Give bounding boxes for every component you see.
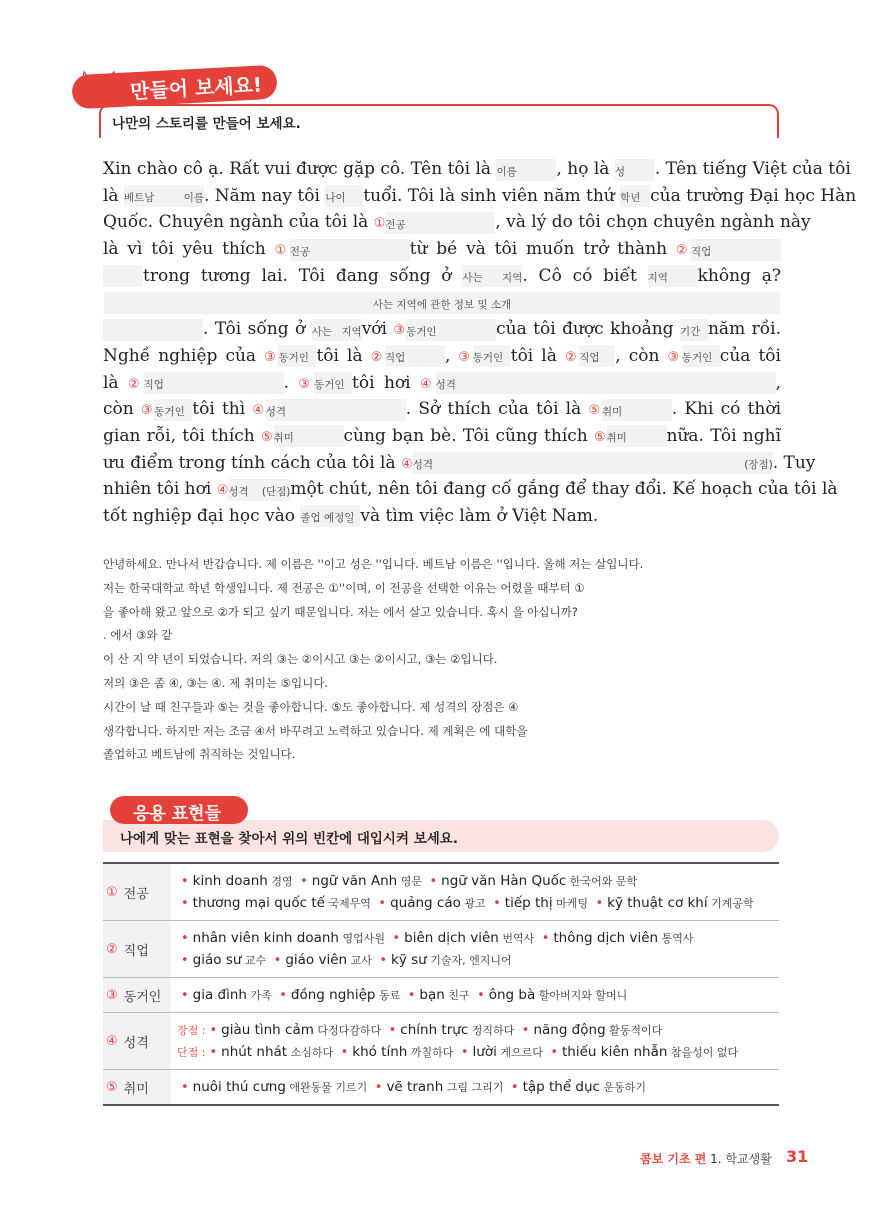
text-segment: . Khi có thời <box>671 399 782 420</box>
text-segment: , <box>775 372 781 393</box>
text-segment: 저의 ③ <box>103 675 140 690</box>
text-segment: 안녕하세요. 만나서 반갑습니다. 제 이름은 ' <box>103 557 321 571</box>
text-segment: 에서 ③ <box>110 628 147 643</box>
blank-field <box>312 319 362 341</box>
blank-field <box>607 425 667 447</box>
text-segment: , còn <box>615 345 668 366</box>
blank-field <box>462 265 522 287</box>
bullet-icon: • <box>388 1023 397 1038</box>
text-segment: 에서 살고 있습니다. 혹시 <box>383 604 513 619</box>
row-number: ③ <box>106 987 118 1003</box>
story-line <box>103 423 781 450</box>
expression-ko: 운동하기 <box>599 1081 646 1094</box>
text-segment: 는 ② <box>286 652 313 667</box>
expression-vi: lười <box>472 1044 497 1060</box>
expression-ko: 교수 <box>241 954 270 967</box>
text-segment: còn <box>103 399 141 420</box>
story-line <box>103 156 851 183</box>
text-segment: của tôi <box>719 345 781 366</box>
expression-vi: ngữ văn Anh <box>311 873 398 889</box>
expression-table <box>103 862 779 1106</box>
expression-vi: đồng nghiệp <box>290 987 376 1003</box>
expression-ko: 기계공학 <box>707 897 754 910</box>
expression-vi: biên dịch viên <box>404 930 499 946</box>
blank-number: ① <box>274 243 290 259</box>
translation-line <box>103 672 779 696</box>
row-label <box>103 978 171 1012</box>
bullet-icon: • <box>209 1023 218 1038</box>
story-line <box>103 236 781 263</box>
text-segment: là <box>103 185 124 206</box>
text-segment: tôi là <box>510 345 565 366</box>
expression-ko: 한국어와 문학 <box>566 875 638 888</box>
bullet-icon: • <box>181 874 189 889</box>
footer <box>640 1150 772 1167</box>
blank-number: ② <box>564 349 580 365</box>
text-segment: . Năm nay tôi <box>203 185 326 206</box>
expression-ko: 게으르다 <box>496 1046 547 1059</box>
blank-hint: 직업 <box>384 352 406 365</box>
row-label <box>103 1070 171 1104</box>
text-segment: gian rỗi, tôi thích <box>103 425 261 446</box>
text-segment: ưu điểm trong tính cách của tôi là <box>103 452 402 473</box>
blank-hint: 지역 <box>647 272 668 285</box>
expression-ko: 통역사 <box>658 932 694 945</box>
text-segment: '이며, 이 전공을 선택한 이유는 어렸을 때부터 ① <box>342 580 585 595</box>
expression-ko: 애완동물 기르기 <box>285 1081 371 1094</box>
row-label <box>103 921 171 977</box>
story-line <box>103 289 781 316</box>
text-segment: . <box>103 628 111 643</box>
bullet-icon: • <box>340 1045 349 1060</box>
blank-hint: 성 <box>614 165 625 178</box>
story-line <box>103 450 816 477</box>
blank-hint: 성격 (장점) <box>412 459 773 472</box>
korean-translation <box>103 553 779 767</box>
bullet-icon: • <box>181 896 189 911</box>
row-category: 취미 <box>123 1081 149 1097</box>
text-segment: . <box>283 372 299 393</box>
blank-number: ⑤ <box>260 429 274 445</box>
blank-hint: 사는 지역 <box>311 325 362 338</box>
expression-row <box>103 1070 779 1106</box>
text-segment: 졸업하고 베트남에 취직하는 것입니다. <box>103 747 296 762</box>
story-line <box>103 396 781 423</box>
blank-hint: 직업 <box>691 245 712 258</box>
text-segment: '입니다. 베트남 이름은 ' <box>378 557 500 571</box>
expression-row <box>103 862 779 921</box>
blank-hint: 동거인 <box>278 352 309 365</box>
text-segment: 는 ② <box>435 652 461 667</box>
bullet-icon: • <box>209 1045 218 1060</box>
text-segment: tôi thì <box>192 399 253 420</box>
expression-ko: 경영 <box>267 875 297 888</box>
text-segment: của tôi được khoảng <box>496 319 680 340</box>
expression-vi: giàu tình cảm <box>221 1022 314 1038</box>
text-segment: . Cô có biết <box>522 265 648 286</box>
expression-vi: kinh doanh <box>192 873 268 889</box>
vietnamese-story <box>103 156 857 530</box>
expression-ko: 번역사 <box>498 932 538 945</box>
bullet-icon: • <box>378 896 387 911</box>
text-segment: tốt nghiệp đại học vào <box>103 505 301 526</box>
blank-field <box>154 399 192 421</box>
bullet-icon: • <box>181 953 189 968</box>
blank-field <box>103 265 143 287</box>
blank-field <box>620 185 650 207</box>
expression-ko: 영업사원 <box>338 932 389 945</box>
blank-number: ② <box>370 349 385 365</box>
expression-vi: bạn <box>419 987 445 1003</box>
text-segment: với <box>361 319 394 340</box>
blank-number: ③ <box>264 349 279 365</box>
blank-hint: 이름 <box>496 165 517 178</box>
blank-field <box>228 479 290 501</box>
row-category: 전공 <box>123 886 149 902</box>
blank-field <box>496 159 556 181</box>
translation-line <box>103 624 779 648</box>
blank-field <box>406 319 496 341</box>
text-segment: 시간이 날 때 친구들과 ⑤ <box>103 699 228 714</box>
story-line <box>103 316 781 343</box>
blank-field <box>385 345 445 367</box>
story-line <box>103 476 838 503</box>
blank-field <box>436 372 776 394</box>
text-segment: 와 같 <box>146 628 173 643</box>
expression-ko: 소심하다 <box>287 1046 337 1059</box>
blank-field <box>104 292 780 314</box>
text-segment: . Tên tiếng Việt của tôi <box>654 159 851 179</box>
expression-ko: 정직하다 <box>468 1024 518 1037</box>
blank-field <box>682 345 720 367</box>
blank-number: ④ <box>216 483 229 499</box>
text-segment: 에 대학을 <box>479 723 528 738</box>
expression-ko: 할아버지와 할머니 <box>535 989 628 1002</box>
text-segment: nhiên tôi hơi <box>103 479 217 500</box>
blank-field <box>579 345 615 367</box>
story-line <box>103 263 781 290</box>
story-line <box>103 370 781 397</box>
translation-line <box>103 648 779 672</box>
text-segment: là vì tôi yêu thích <box>103 239 275 260</box>
blank-number: ③ <box>298 376 315 392</box>
row-label <box>103 864 171 920</box>
text-segment: 입니다. <box>460 652 498 667</box>
expression-vi: chính trực <box>400 1022 469 1038</box>
blank-number: ③ <box>458 349 473 365</box>
story-line <box>103 209 811 236</box>
expression-vi: khó tính <box>352 1044 408 1060</box>
blank-field <box>691 239 781 261</box>
text-segment: Quốc. Chuyên ngành của tôi là <box>103 212 374 233</box>
section-title: 만들어 보세요! <box>129 72 263 104</box>
text-segment: . Sở thích của tôi là <box>405 399 589 420</box>
expression-vi: gia đình <box>192 987 247 1003</box>
blank-number: ③ <box>393 323 407 339</box>
text-segment: nữa. Tôi nghĩ <box>666 425 782 446</box>
row-category: 직업 <box>123 943 149 959</box>
expression-vi: kỹ thuật cơ khí <box>607 895 708 911</box>
expression-ko: 기술자, 엔지니어 <box>426 954 512 967</box>
text-segment: 은 좀 ④ <box>139 675 180 690</box>
expression-vi: thương mại quốc tế <box>192 895 325 911</box>
expression-vi: ông bà <box>488 987 536 1003</box>
blank-number: ④ <box>252 403 266 419</box>
translation-line <box>103 696 779 720</box>
blank-field <box>144 372 284 394</box>
text-segment: 을 좋아해 왔고 앞으로 ② <box>103 604 228 619</box>
row-category: 성격 <box>123 1035 149 1051</box>
expression-vi: thiếu kiên nhẫn <box>562 1044 668 1060</box>
expression-ko: 가족 <box>247 989 276 1002</box>
bullet-icon: • <box>429 874 438 889</box>
blank-number: ④ <box>419 376 436 392</box>
translation-line <box>103 743 779 767</box>
row-number: ② <box>106 941 118 957</box>
text-segment: cùng bạn bè. Tôi cũng thích <box>343 425 594 446</box>
expression-ko: 친구 <box>444 989 474 1002</box>
story-line <box>103 503 781 530</box>
blank-field <box>103 319 203 341</box>
expression-vi: quảng cáo <box>390 895 461 911</box>
bullet-icon: • <box>279 988 287 1003</box>
text-segment: 이시고 ③ <box>312 652 360 667</box>
bullet-icon: • <box>493 896 501 911</box>
page-number: 31 <box>786 1147 809 1166</box>
expression-ko: 그림 그리기 <box>443 1081 507 1094</box>
bullet-icon: • <box>407 988 416 1003</box>
expression-ko: 교사 <box>347 954 376 967</box>
bullet-icon: • <box>550 1045 559 1060</box>
row-number: ④ <box>106 1033 118 1049</box>
text-segment: từ bé và tôi muốn trở thành <box>409 239 676 260</box>
text-segment: '이고 성은 ' <box>320 557 379 571</box>
expression-ko: 참을성이 없다 <box>667 1046 739 1059</box>
text-segment: 는 ④ <box>196 675 222 690</box>
text-segment: , và lý do tôi chọn chuyên ngành này <box>495 212 811 233</box>
blank-number: ⑤ <box>588 403 602 419</box>
expression-row <box>103 921 779 978</box>
text-segment: 저는 한국대학교 <box>103 580 189 595</box>
blank-field <box>615 159 655 181</box>
blank-hint: 베트남 이름 <box>123 192 204 205</box>
expression-ko: 마케팅 <box>552 897 592 910</box>
expression-ko: 광고 <box>460 897 490 910</box>
bullet-icon: • <box>374 1080 383 1095</box>
trait-tag: 단점 : <box>177 1046 206 1059</box>
translation-line <box>103 553 779 577</box>
blank-number: ② <box>675 243 692 259</box>
blank-field <box>325 185 363 207</box>
expression-vi: kỹ sư <box>391 952 427 968</box>
story-line <box>103 183 857 210</box>
bullet-icon: • <box>477 988 485 1003</box>
text-segment: trong tương lai. Tôi đang sống ở <box>143 265 463 286</box>
text-segment: . 제 취미는 ⑤ <box>221 675 292 690</box>
trait-tag: 장점 : <box>177 1024 206 1037</box>
blank-hint: 직업 <box>579 352 600 365</box>
expression-vi: thông dịch viên <box>553 930 659 946</box>
text-segment: 입니다. <box>291 675 329 690</box>
blank-field <box>602 399 672 421</box>
expression-vi: tiếp thị <box>504 895 553 911</box>
row-number: ⑤ <box>106 1079 118 1095</box>
chapter-name: 1. 학교생활 <box>710 1152 772 1166</box>
text-segment: Xin chào cô ạ. Rất vui được gặp cô. Tên tôi là <box>103 159 497 179</box>
blank-field <box>124 185 204 207</box>
blank-number: ③ <box>140 403 155 419</box>
row-label <box>103 1013 171 1069</box>
text-segment: '입니다. 올해 저는 <box>499 557 596 571</box>
expression-vi: nuôi thú cưng <box>192 1079 286 1095</box>
text-segment: 을 아십니까? <box>512 604 578 619</box>
expression-ko: 까칠하다 <box>407 1046 457 1059</box>
blank-hint: 졸업 예정일 <box>300 512 355 525</box>
text-segment: và tìm việc làm ở Việt Nam. <box>360 505 599 526</box>
blank-hint: 성격 (단점) <box>228 485 291 498</box>
blank-hint: 동거인 <box>406 325 437 338</box>
text-segment: 살입니다. <box>595 557 644 571</box>
text-segment: tôi là <box>316 345 371 366</box>
blank-hint: 사는 지역 <box>462 272 523 285</box>
text-segment: 도 좋아합니다. 제 성격의 장점은 ④ <box>341 699 519 714</box>
blank-hint: 성격 <box>265 405 287 418</box>
bullet-icon: • <box>181 988 189 1003</box>
text-segment: 는 것을 좋아합니다. ⑤ <box>227 699 342 714</box>
text-segment: của trường Đại học Hàn <box>650 185 857 206</box>
expression-ko: 국제무역 <box>324 897 375 910</box>
text-segment: không ạ? <box>697 265 781 286</box>
expression-vi: nhút nhát <box>221 1044 288 1060</box>
blank-number: ① <box>373 216 386 232</box>
instruction-text: 나만의 스토리를 만들어 보세요. <box>112 116 301 132</box>
bullet-icon: • <box>300 874 308 889</box>
expression-row <box>103 1013 779 1070</box>
text-segment: Nghề nghiệp của <box>103 345 265 366</box>
translation-line <box>103 577 779 601</box>
blank-hint: 동거인 <box>314 379 345 391</box>
text-segment: 이시고, ③ <box>384 652 436 667</box>
blank-field <box>266 399 406 421</box>
text-segment: 가 되고 싶기 때문입니다. 저는 <box>227 604 384 619</box>
blank-hint: 기간 <box>679 325 701 338</box>
expression-vi: ngữ văn Hàn Quốc <box>441 873 567 889</box>
blank-hint: 성격 <box>435 379 456 391</box>
bullet-icon: • <box>181 1080 189 1095</box>
text-segment: là <box>103 372 128 393</box>
blank-hint: 직업 <box>143 379 164 391</box>
text-segment: 학년 학생입니다. 제 전공은 ①' <box>188 580 343 595</box>
text-segment: 년이 되었습니다. 저의 ③ <box>162 652 287 667</box>
bullet-icon: • <box>510 1080 519 1095</box>
blank-field <box>680 319 708 341</box>
translation-line <box>103 601 779 625</box>
expression-ko: 동료 <box>375 989 404 1002</box>
blank-hint: 학년 <box>620 192 641 205</box>
blank-number: ③ <box>667 349 682 365</box>
bullet-icon: • <box>541 931 550 946</box>
text-segment: 서 바꾸려고 노력하고 있습니다. 제 계획은 <box>264 723 480 738</box>
translation-line <box>103 720 779 744</box>
blank-number: ⑤ <box>593 429 607 445</box>
blank-field <box>385 212 495 234</box>
bullet-icon: • <box>273 953 282 968</box>
text-segment: tuổi. Tôi là sinh viên năm thứ <box>363 185 621 206</box>
blank-hint: 동거인 <box>154 405 185 418</box>
text-segment: 는 ② <box>359 652 385 667</box>
blank-hint: 취미 <box>606 432 627 445</box>
text-segment: một chút, nên tôi đang cố gắng để thay đổi. Kế hoạch của tôi là <box>290 479 838 500</box>
blank-hint: 취미 <box>273 432 294 445</box>
blank-number: ④ <box>401 456 413 472</box>
expression-vi: tập thể dục <box>522 1079 600 1095</box>
text-segment: năm rồi. <box>707 319 781 340</box>
text-segment: . Tôi sống ở <box>203 319 312 340</box>
text-segment: tôi hơi <box>352 372 420 393</box>
expression-ko: 영문 <box>397 875 426 888</box>
blank-hint: 취미 <box>601 405 623 418</box>
blank-field <box>274 425 344 447</box>
blank-number: ② <box>127 376 144 392</box>
blank-field <box>413 452 773 474</box>
book-name: 콤보 기초 편 <box>640 1152 707 1166</box>
blank-hint: 사는 지역에 관한 정보 및 소개 <box>372 298 512 311</box>
text-segment: 이 산 지 약 <box>103 652 163 667</box>
expression-ko: 다정다감하다 <box>313 1024 385 1037</box>
bullet-icon: • <box>392 931 401 946</box>
expression-row <box>103 978 779 1013</box>
blank-field <box>314 372 352 394</box>
expression-vi: năng động <box>533 1022 606 1038</box>
blank-hint: 동거인 <box>472 352 504 365</box>
bullet-icon: • <box>181 931 189 946</box>
expression-vi: giáo sư <box>192 952 242 968</box>
expression-vi: vẽ tranh <box>386 1079 444 1095</box>
usage-instruction: 나에게 맞는 표현을 찾아서 위의 빈칸에 대입시켜 보세요. <box>120 831 458 847</box>
text-segment: , họ là <box>556 159 615 179</box>
blank-field <box>278 345 316 367</box>
expression-ko: 활동적이다 <box>605 1024 663 1037</box>
row-category: 동거인 <box>123 989 162 1005</box>
blank-hint: 나이 <box>325 192 346 205</box>
text-segment: , ③ <box>179 675 197 690</box>
bullet-icon: • <box>595 896 604 911</box>
text-segment: 생각합니다. 하지만 저는 조금 ④ <box>103 723 265 738</box>
expression-vi: giáo viên <box>285 952 348 968</box>
blank-field <box>648 265 698 287</box>
blank-field <box>473 345 511 367</box>
bullet-icon: • <box>379 953 387 968</box>
expression-vi: nhân viên kinh doanh <box>192 930 339 946</box>
text-segment: , <box>444 345 459 366</box>
blank-hint: 전공 <box>289 245 310 258</box>
blank-field <box>300 505 360 527</box>
blank-hint: 동거인 <box>681 352 713 365</box>
story-line <box>103 343 781 370</box>
bullet-icon: • <box>460 1045 469 1060</box>
text-segment: . Tuy <box>772 452 816 473</box>
blank-field <box>290 239 410 261</box>
row-number: ① <box>106 884 118 900</box>
usage-title: 응용 표현들 <box>133 804 222 824</box>
blank-hint: 전공 <box>385 218 406 231</box>
bullet-icon: • <box>521 1023 530 1038</box>
